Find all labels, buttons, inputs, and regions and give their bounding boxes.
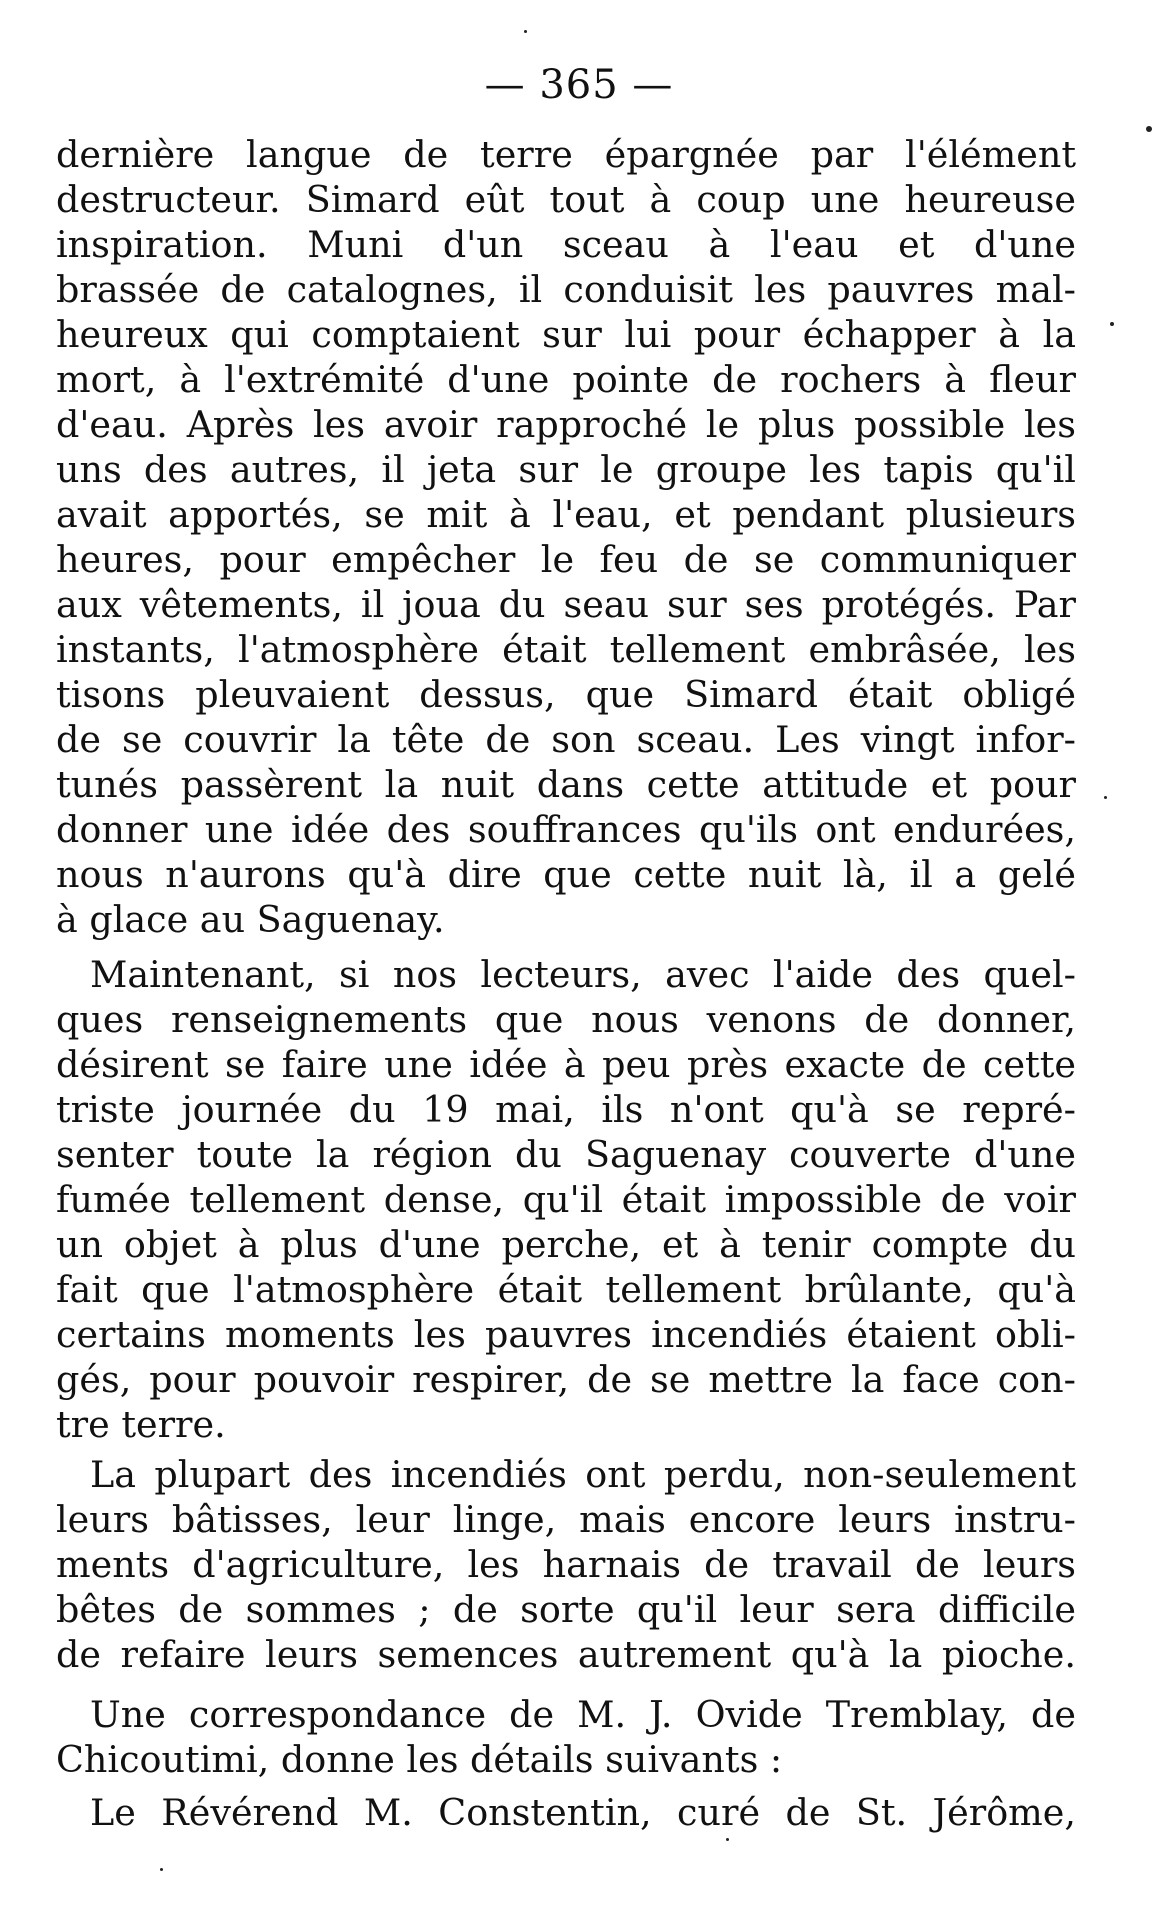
text-line: un objet à plus d'une perche, et à tenir compte du	[56, 1223, 1076, 1266]
text-line: aux vêtements, il joua du seau sur ses protégés. Par	[56, 583, 1076, 626]
text-line: brassée de catalognes, il conduisit les pauvres mal-	[56, 268, 1076, 311]
text-line: d'eau. Après les avoir rapproché le plus possible les	[56, 403, 1076, 446]
scan-speck	[524, 30, 527, 33]
text-line: inspiration. Muni d'un sceau à l'eau et d'une	[56, 223, 1076, 266]
paragraph-5	[56, 1790, 1076, 1835]
paragraph-4	[56, 1692, 1076, 1782]
text-line: uns des autres, il jeta sur le groupe les tapis qu'il	[56, 448, 1076, 491]
text-line: senter toute la région du Saguenay couverte d'une	[56, 1133, 1076, 1176]
scan-speck	[1110, 322, 1114, 326]
scan-speck	[1146, 126, 1152, 132]
text-line: donner une idée des souffrances qu'ils ont endurées,	[56, 808, 1076, 851]
text-line: mort, à l'extrémité d'une pointe de rochers à fleur	[56, 358, 1076, 401]
page-number: — 365 —	[484, 62, 674, 108]
scan-speck	[726, 1838, 729, 1841]
text-line: certains moments les pauvres incendiés étaient obli-	[56, 1313, 1076, 1356]
text-line: leurs bâtisses, leur linge, mais encore leurs instru-	[56, 1498, 1076, 1541]
text-line: désirent se faire une idée à peu près exacte de cette	[56, 1043, 1076, 1086]
text-line: de se couvrir la tête de son sceau. Les vingt infor-	[56, 718, 1076, 761]
text-line: avait apportés, se mit à l'eau, et pendant plusieurs	[56, 493, 1076, 536]
text-line: bêtes de sommes ; de sorte qu'il leur sera difficile	[56, 1588, 1076, 1631]
text-line: heureux qui comptaient sur lui pour échapper à la	[56, 313, 1076, 356]
text-line: instants, l'atmosphère était tellement embrâsée, les	[56, 628, 1076, 671]
text-line: de refaire leurs semences autrement qu'à la pioche.	[56, 1633, 1076, 1676]
text-line: Chicoutimi, donne les détails suivants :	[56, 1738, 783, 1781]
text-line: fumée tellement dense, qu'il était impossible de voir	[56, 1178, 1076, 1221]
text-line: tre terre.	[56, 1403, 226, 1446]
text-line: nous n'aurons qu'à dire que cette nuit là, il a gelé	[56, 853, 1076, 896]
scan-speck	[160, 1868, 163, 1871]
text-line: La plupart des incendiés ont perdu, non-seulement	[90, 1453, 1076, 1496]
text-line: triste journée du 19 mai, ils n'ont qu'à se repré-	[56, 1088, 1076, 1131]
text-line: ques renseignements que nous venons de donner,	[56, 998, 1076, 1041]
text-line: tisons pleuvaient dessus, que Simard était obligé	[56, 673, 1076, 716]
text-line: ments d'agriculture, les harnais de travail de leurs	[56, 1543, 1076, 1586]
text-line: dernière langue de terre épargnée par l'élément	[56, 133, 1076, 176]
text-line: tunés passèrent la nuit dans cette attitude et pour	[56, 763, 1076, 806]
paragraph-3	[56, 1452, 1076, 1677]
text-line: destructeur. Simard eût tout à coup une heureuse	[56, 178, 1076, 221]
text-line: Le Révérend M. Constentin, curé de St. Jérôme,	[90, 1791, 1076, 1834]
text-line: Une correspondance de M. J. Ovide Tremblay, de	[90, 1693, 1076, 1736]
paragraph-1	[56, 132, 1076, 942]
text-line: à glace au Saguenay.	[56, 898, 445, 941]
text-line: fait que l'atmosphère était tellement brûlante, qu'à	[56, 1268, 1076, 1311]
scan-speck	[1104, 796, 1107, 799]
text-line: gés, pour pouvoir respirer, de se mettre la face con-	[56, 1358, 1076, 1401]
text-line: heures, pour empêcher le feu de se communiquer	[56, 538, 1076, 581]
text-line: Maintenant, si nos lecteurs, avec l'aide des quel-	[90, 953, 1076, 996]
paragraph-2	[56, 952, 1076, 1447]
